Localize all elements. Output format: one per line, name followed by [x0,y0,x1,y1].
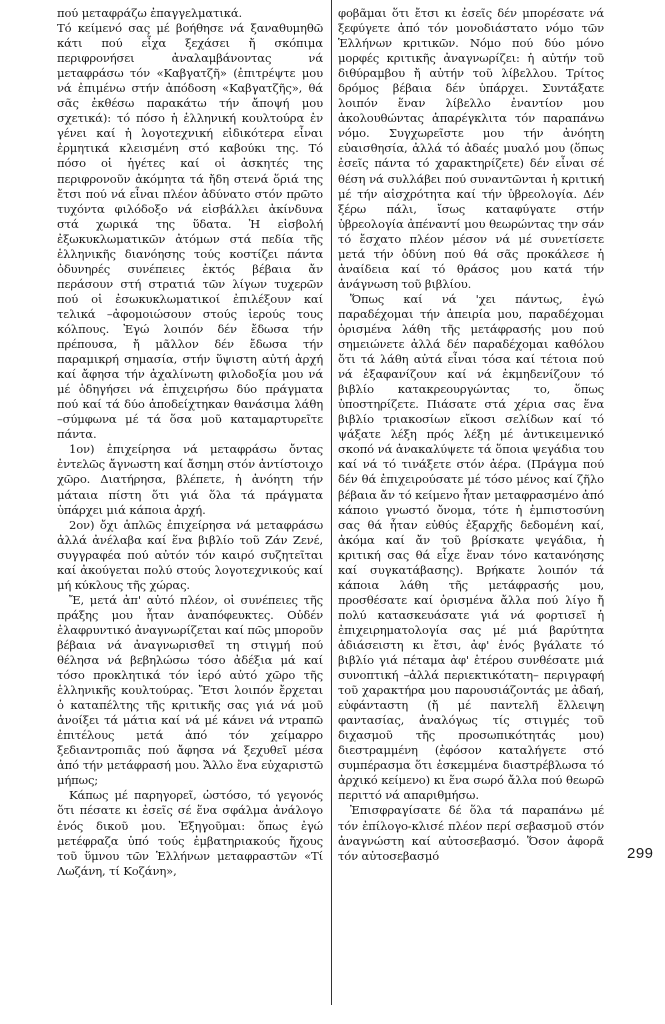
page-number: 299 [627,845,654,862]
paragraph: 2ον) ὄχι ἁπλῶς ἐπιχείρησα νά μεταφράσω ἀλλά ἀνέλαβα καί ἕνα βιβλίο τοῦ Ζάν Ζενέ, συγγραφέα πού αὐτόν τόν καιρό συζητεῖται καί ἀκούγεται πολύ στούς λογοτεχνικούς καί μή κύκλους τῆς χώρας. [57,517,323,592]
paragraph: 1ον) ἐπιχείρησα νά μεταφράσω ὄντας ἐντελῶς ἄγνωστη καί ἄσημη στόν ἀντίστοιχο χῶρο. Διατήρησα, βλέπετε, ἡ ἀνόητη τήν μάταια πίστη ὅτι γιά ὅλα τά πράγματα ὑπάρχει μιά κάποια ἀρχή. [57,442,323,517]
paragraph: Ὅπως καί νά 'χει πάντως, ἐγώ παραδέχομαι τήν ἀπειρία μου, παραδέχομαι ὁρισμένα λάθη τῆς μετάφρασής μου πού σημειώνετε ἀλλά δέν παραδέχομαι καθόλου ὅτι τά λάθη αὐτά εἶναι τόσα καί τέτοια πού νά ἐξαφανίζουν καί νά ἐκμηδενίζουν τό βιβλίο κατακρεουργώντας το, ὅπως ὑποστηρίζετε. Πιάσατε στά χέρια σας ἕνα βιβλίο τριακοσίων εἴκοσι σελίδων καί τό ψάξατε λέξη πρός λέξη μέ ἀντικειμενικό σκοπό νά ἀνακαλύψετε τά ὅποια ψεγάδια του καί νά τό τινάξετε στόν ἀέρα. (Πράγμα πού δέν θά ἐπιχειρούσατε μέ τόσο μένος καί ζῆλο βέβαια ἄν τό κείμενο ἦταν μεταφρασμένο ἀπό κάποιο γνωστό ὄνομα, τότε ἡ ἐμπιστοσύνη σας θά ἦταν εὐθύς ἐξαρχῆς δεδομένη καί, ἀκόμα καί ἄν τοῦ βρίσκατε ψεγάδια, ἡ κριτική σας θά εἶχε ἕναν τόνο κατανόησης καί συγκατάβασης). Βρήκατε λοιπόν τά κάποια λάθη τῆς μετάφρασής μου, προσθέσατε καί ὁρισμένα ἄλλα πού λίγο ἤ πολύ κατασκευάσατε γιά νά φορτισεῖ ἡ ἐπιχειρηματολογία σας μέ μιά βαρύτητα ἀδιάσειστη κι ἔτσι, ἀφ' ἑνός βγάλατε τό βιβλίο γιά πέταμα ἀφ' ἑτέρου συνθέσατε μιά συνοπτική –ἀλλά περιεκτικότατη– περιγραφή τοῦ χαρακτήρα μου παρουσιάζοντάς με ἀδαή, εὐφάνταστη (ἤ μέ παντελῆ ἔλλειψη φαντασίας, ἀναλόγως τίς στιγμές τοῦ διχασμοῦ τῆς προσωπικότητάς μου) διεστραμμένη (ἐφόσον καταλήγετε στό συμπέρασμα ὅτι ἐσκεμμένα διαστρέβλωσα τό ἀρχικό κείμενο) κι ἕνα σωρό ἄλλα πού θεωρῶ περιττό νά απαριθμήσω. [338,291,604,803]
paragraph: πού μεταφράζω ἐπαγγελματικά. [57,6,243,20]
paragraph: φοβᾶμαι ὅτι ἔτσι κι ἐσεῖς δέν μπορέσατε νά ξεφύγετε ἀπό τόν μονοδιάστατο νόμο τῶν Ἑλλήνων κριτικῶν. Νόμο πού δύο μόνο μορφές κριτικῆς ἀναγνωρίζει: ἡ αὐτήν τοῦ διθύραμβου ἤ αὐτήν τοῦ λίβελλου. Τρίτος δρόμος βέβαια δέν ὑπάρχει. Συντάξατε λοιπόν ἕναν λίβελλο ἐναντίον μου ἀκολουθώντας ἀπαρέγκλιτα τόν παραπάνω νόμο. Συγχωρεῖστε μου τήν ἀνόητη εὐαισθησία, ἀλλά τό ἀδαές μυαλό μου (ὅπως ἐσεῖς πάντα τό χαρακτηρίζετε) δέν εἶναι σέ θέση νά συλλάβει πού συναντῶνται ἡ κριτική μέ τήν αἰσχρότητα καί τήν ὑβρεολογία. Δέν ξέρω πάλι, ἴσως καταφύγατε στήν ὑβρεολογία ἀπέναντί μου θεωρώντας την σάν τό ἔσχατο πλέον μέσον νά μέ συνετίσετε μετά τήν ὀδύνη πού θά σᾶς προκάλεσε ἡ ἀναίδεια καί τό θράσος μου κατά τήν ἀνάγνωση τοῦ βιβλίου. [338,6,604,291]
paragraph: Ἔ, μετά ἀπ' αὐτό πλέον, οἱ συνέπειες τῆς πράξης μου ἦταν ἀναπόφευκτες. Οὐδέν ἐλαφρυντικό ἀναγνωρίζεται καί πῶς μποροῦν βέβαια νά ἀναγνωρισθεῖ τη στιγμή πού θέλησα νά βεβηλώσω τόσο ἀδέξια μά καί τόσο προκλητικά τόν ἱερό αὐτό χῶρο τῆς ἑλληνικῆς κουλτούρας. Ἔτσι λοιπόν ἔρχεται ὁ καταπέλτης τῆς κριτικῆς σας γιά νά μοῦ ἀνοίξει τά μάτια καί νά μέ κάνει νά ντραπῶ ἐπιτέλους μετά ἀπό τόν χείμαρρο ξεδιαντροπιᾶς πού ἄφησα νά ξεχυθεῖ μέσα ἀπό τήν μετάφρασή μου. Ἄλλο ἕνα εὐχαριστῶ μήπως; [57,592,323,788]
paragraph: Κάπως μέ παρηγορεῖ, ὡστόσο, τό γεγονός ὅτι πέσατε κι ἐσεῖς σέ ἕνα σφάλμα ἀνάλογο ἑνός δικοῦ μου. Ἐξηγοῦμαι: ὅπως ἐγώ μετέφραζα ὑπό τούς ἐμβατηριακούς ἤχους τοῦ ὕμνου τῶν Ἑλλήνων μεταφραστῶν «Τί Λωζάνη, τί Κοζάνη», [57,788,323,878]
right-text-column [338,6,604,864]
paragraph: Ἐπισφραγίσατε δέ ὅλα τά παραπάνω μέ τόν ἐπίλογο-κλισέ πλέον περί σεβασμοῦ στόν ἀναγνώστη καί αὐτοσεβασμό. Ὅσον ἀφορᾶ τόν αὐτοσεβασμό [338,803,604,863]
left-text-column [57,6,323,879]
paragraph: Τό κείμενό σας μέ βοήθησε νά ξαναθυμηθῶ κάτι πού εἶχα ξεχάσει ἤ σκόπιμα περιφρονήσει ἀναλαμβάνοντας νά μεταφράσω τόν «Καβγατζῆ» (ἐπιτρέψτε μου νά ἐπιμένω στήν ἀπόδοση «Καβγατζῆς», θά σᾶς ἐκθέσω παρακάτω τήν ἄποψή μου σχετικά): τό πόσο ἡ ἑλληνική κουλτούρα ἐν γένει καί ἡ λογοτεχνική εἰδικότερα εἶναι ἐρμητικά κλεισμένη στό καβούκι της. Τό πόσο οἱ ἡγέτες καί οἱ ἀσκητές της περιφρονοῦν ἀκόμητα τά ἤδη στενά ὅριά της ἔτσι πού νά εἶναι πλέον ἀδύνατο στόν πρῶτο τυχόντα φιλόδοξο νά εἰσβάλλει ἀκίνδυνα στά χωρικά της ὕδατα. Ἡ εἰσβολή ἐξωκυκλωματικῶν ἀτόμων στά πεδία τῆς ἑλληνικῆς διανόησης τούς κοστίζει πάντα ὀδυνηρές συνέπειες ἐκτός βέβαια ἄν περάσουν στή στρατιά τῶν λίγων τυχερῶν πού οἱ ἐσωκυκλωματικοί ἐπιλέξουν καί τελικά –ἀφομοιώσουν στούς ἱερούς τους κόλπους. Ἐγώ λοιπόν δέν ἔδωσα τήν πρέπουσα, ἤ μᾶλλον δέν ἔδωσα τήν παραμικρή σημασία, στήν ὕψιστη αὐτή ἀρχή καί ἄφησα τήν ἀχαλίνωτη φιλοδοξία μου νά μέ ὁδηγήσει νά ἐπιχειρήσω δύο πράγματα πού καί τά δύο ἀποδείχτηκαν θανάσιμα λάθη –σύμφωνα μέ τά ὅσα μοῦ καταμαρτυρεῖτε πάντα. [57,21,323,442]
column-divider [331,0,332,1005]
